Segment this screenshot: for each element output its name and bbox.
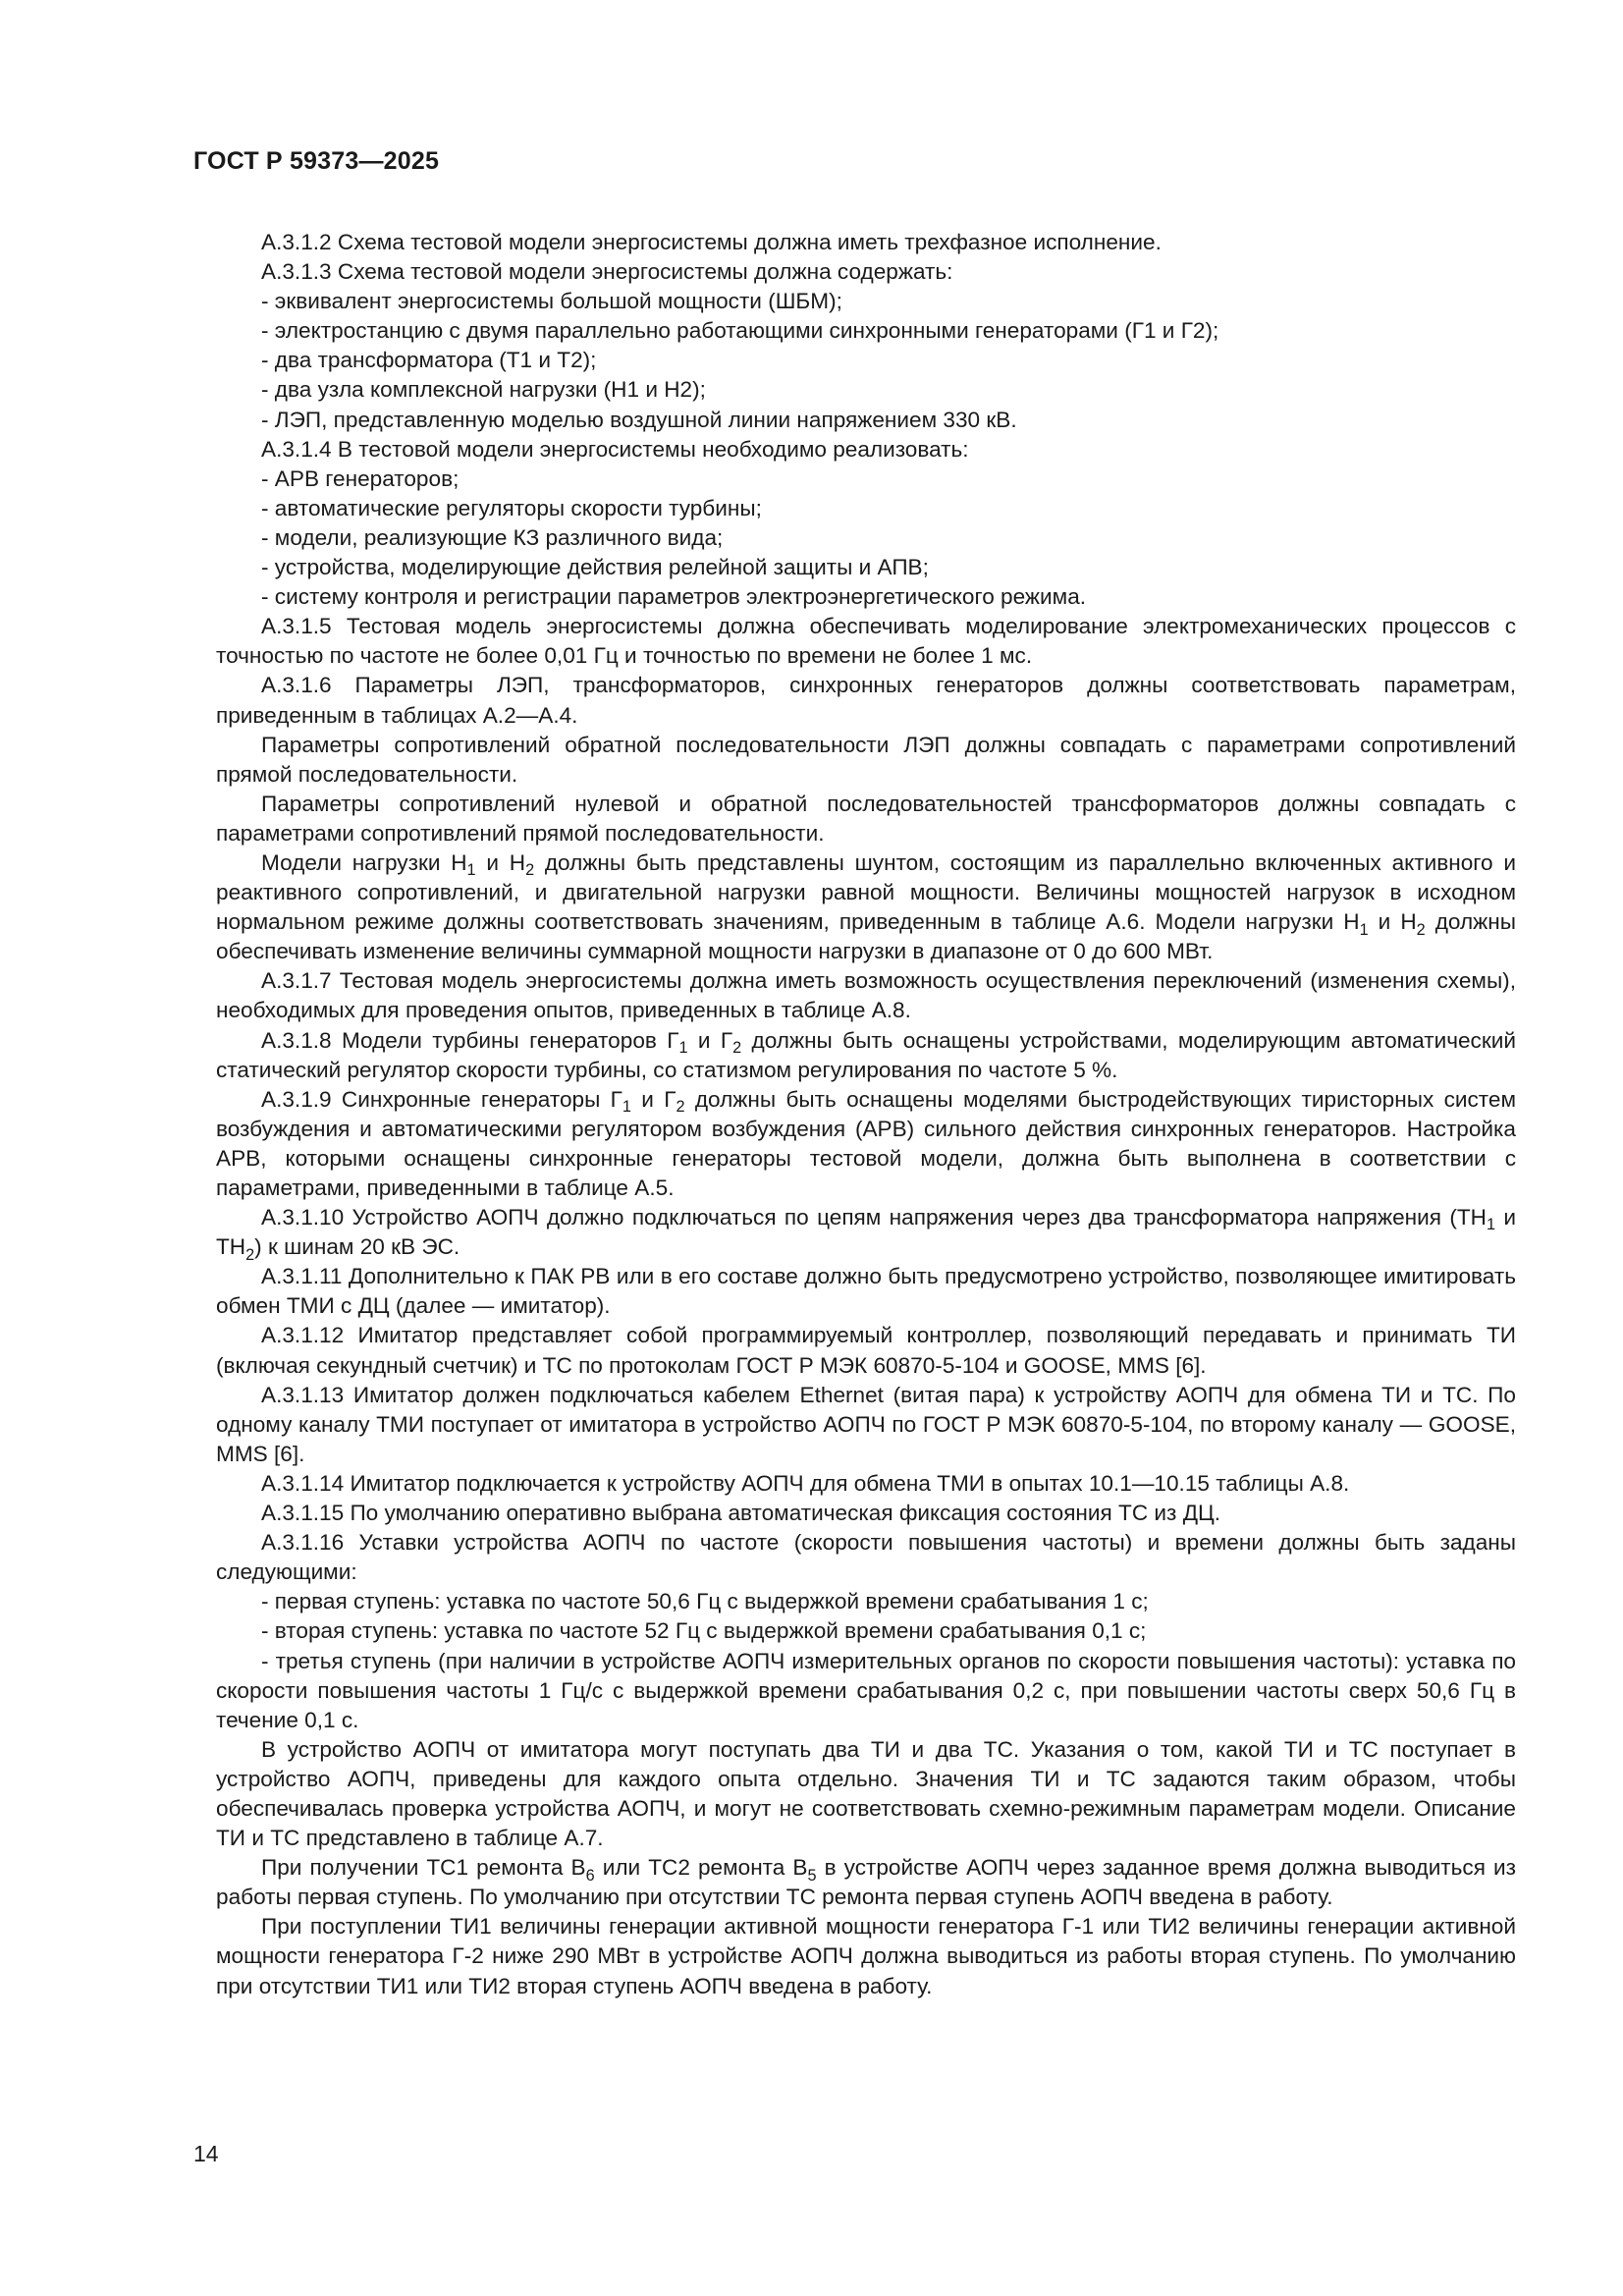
paragraph <box>216 1853 1516 1912</box>
paragraph <box>216 1026 1516 1085</box>
subscript: 2 <box>245 1245 255 1264</box>
paragraph: А.3.1.6 Параметры ЛЭП, трансформаторов, синхронных генераторов должны соответствовать параметрам, приведенным в таблицах А.2—А.4. <box>216 673 1516 728</box>
paragraph-text: ) к шинам 20 кВ ЭС. <box>254 1234 460 1260</box>
paragraph: А.3.1.11 Дополнительно к ПАК РВ или в его составе должно быть предусмотрено устройство, позволяющее имитировать обмен ТМИ с ДЦ (далее — имитатор). <box>216 1264 1516 1319</box>
paragraph-text: должны быть представлены шунтом, состоящим из параллельно включенных активного и реактивного сопротивлений, и двигательной нагрузки равной мощности. Величины мощностей нагрузок в исходном нормальном режиме должны соответствовать значениям, приведенным в таблице А.6. Модели нагрузки Н <box>216 849 1517 935</box>
paragraph-text: А.3.1.8 Модели турбины генераторов Г <box>261 1027 679 1053</box>
paragraph <box>216 1085 1516 1203</box>
paragraph: - электростанцию с двумя параллельно работающими синхронными генераторами (Г1 и Г2); <box>261 318 1219 344</box>
paragraph-text: и Н <box>1368 909 1417 935</box>
paragraph: - два узла комплексной нагрузки (Н1 и Н2); <box>261 377 706 403</box>
document-body <box>216 228 1516 2001</box>
paragraph <box>216 1203 1516 1262</box>
paragraph: В устройство АОПЧ от имитатора могут поступать два ТИ и два ТС. Указания о том, какой ТИ и ТС поступает в устройство АОПЧ, приведены для каждого опыта отдельно. Значения ТИ и ТС задаются таким образом, чтобы обеспечивалась проверка устройства АОПЧ, и могут не соответствовать схемно-режимным параметрам модели. Описание ТИ и ТС представлено в таблице А.7. <box>216 1736 1516 1851</box>
paragraph: - ЛЭП, представленную моделью воздушной линии напряжением 330 кВ. <box>261 407 1017 432</box>
subscript: 1 <box>466 861 476 880</box>
paragraph: - автоматические регуляторы скорости турбины; <box>261 495 762 520</box>
subscript: 5 <box>807 1866 817 1885</box>
paragraph: А.3.1.7 Тестовая модель энергосистемы должна иметь возможность осуществления переключений (изменения схемы), необходимых для проведения опытов, приведенных в таблице А.8. <box>216 968 1516 1023</box>
paragraph: А.3.1.4 В тестовой модели энергосистемы необходимо реализовать: <box>261 436 969 462</box>
paragraph-text: и ТН <box>216 1205 1516 1260</box>
paragraph-text: и Н <box>475 849 526 875</box>
paragraph: А.3.1.14 Имитатор подключается к устройству АОПЧ для обмена ТМИ в опытах 10.1—10.15 таблицы А.8. <box>261 1470 1350 1496</box>
page-number: 14 <box>193 2141 219 2166</box>
paragraph-text: или ТС2 ремонта В <box>594 1855 808 1881</box>
paragraph: - эквивалент энергосистемы большой мощности (ШБМ); <box>261 289 842 314</box>
paragraph: А.3.1.16 Уставки устройства АОПЧ по частоте (скорости повышения частоты) и времени должны быть заданы следующими: <box>216 1530 1516 1585</box>
paragraph: Параметры сопротивлений обратной последовательности ЛЭП должны совпадать с параметрами сопротивлений прямой последовательности. <box>216 732 1516 787</box>
paragraph-text: должны быть оснащены моделями быстродействующих тиристорных систем возбуждения и автоматическими регулятором возбуждения (АРВ) сильного действия синхронных генераторов. Настройка АРВ, которыми оснащены синхронные генераторы тестовой модели, должна быть выполнена в соответствии с параметрами, приведенными в таблице А.5. <box>216 1086 1516 1200</box>
subscript: 2 <box>525 861 535 880</box>
paragraph: А.3.1.13 Имитатор должен подключаться кабелем Ethernet (витая пара) к устройству АОПЧ для обмена ТИ и ТС. По одному каналу ТМИ поступает от имитатора в устройство АОПЧ по ГОСТ Р МЭК 60870-5-104, по второму каналу — GOOSE, MMS [6]. <box>216 1382 1516 1466</box>
paragraph: А.3.1.5 Тестовая модель энергосистемы должна обеспечивать моделирование электромеханических процессов с точностью по частоте не более 0,01 Гц и точностью по времени не более 1 мс. <box>216 614 1516 669</box>
document-code-header: ГОСТ Р 59373—2025 <box>193 147 440 175</box>
paragraph: - два трансформатора (Т1 и Т2); <box>261 348 597 373</box>
subscript: 2 <box>1416 920 1426 939</box>
paragraph-text: и Г <box>687 1027 733 1053</box>
paragraph-text: должны быть оснащены устройствами, моделирующим автоматический статический регулятор скорости турбины, со статизмом регулирования по частоте 5 %. <box>216 1027 1516 1082</box>
paragraph: - модели, реализующие КЗ различного вида; <box>261 524 724 550</box>
subscript: 6 <box>585 1866 595 1885</box>
subscript: 1 <box>678 1038 688 1057</box>
paragraph: - устройства, моделирующие действия релейной защиты и АПВ; <box>261 555 929 580</box>
paragraph-text: в устройстве АОПЧ через заданное время должна выводиться из работы первая ступень. По умолчанию при отсутствии ТС ремонта первая ступень АОПЧ введена в работу. <box>216 1855 1517 1910</box>
paragraph <box>216 848 1516 966</box>
paragraph-text: должны обеспечивать изменение величины суммарной мощности нагрузки в диапазоне от 0 до 600 МВт. <box>216 909 1517 964</box>
paragraph: А.3.1.15 По умолчанию оперативно выбрана автоматическая фиксация состояния ТС из ДЦ. <box>261 1501 1220 1526</box>
paragraph: - систему контроля и регистрации параметров электроэнергетического режима. <box>261 584 1087 610</box>
subscript: 1 <box>1359 920 1369 939</box>
paragraph: Параметры сопротивлений нулевой и обратной последовательностей трансформаторов должны совпадать с параметрами сопротивлений прямой последовательности. <box>216 791 1516 846</box>
paragraph: - первая ступень: уставка по частоте 50,6 Гц с выдержкой времени срабатывания 1 с; <box>261 1589 1149 1614</box>
paragraph-text: А.3.1.9 Синхронные генераторы Г <box>261 1086 622 1112</box>
subscript: 1 <box>622 1098 631 1117</box>
paragraph: А.3.1.12 Имитатор представляет собой программируемый контроллер, позволяющий передавать и принимать ТИ (включая секундный счетчик) и ТС по протоколам ГОСТ Р МЭК 60870-5-104 и GOOSE, MMS [6]. <box>216 1323 1516 1378</box>
subscript: 2 <box>676 1098 685 1117</box>
paragraph: При поступлении ТИ1 величины генерации активной мощности генератора Г-1 или ТИ2 величины генерации активной мощности генератора Г-2 ниже 290 МВт в устройстве АОПЧ должна выводиться из работы вторая ступень. По умолчанию при отсутствии ТИ1 или ТИ2 вторая ступень АОПЧ введена в работу. <box>216 1914 1516 1998</box>
paragraph-text: А.3.1.10 Устройство АОПЧ должно подключаться по цепям напряжения через два трансформатора напряжения (ТН <box>261 1205 1487 1230</box>
paragraph: - третья ступень (при наличии в устройстве АОПЧ измерительных органов по скорости повышения частоты): уставка по скорости повышения частоты 1 Гц/с с выдержкой времени срабатывания 0,2 с, при повышении частоты сверх 50,6 Гц в течение 0,1 с. <box>216 1648 1516 1732</box>
paragraph: - вторая ступень: уставка по частоте 52 Гц с выдержкой времени срабатывания 0,1 с; <box>261 1618 1147 1644</box>
paragraph-text: При получении ТС1 ремонта В <box>261 1855 586 1881</box>
subscript: 1 <box>1486 1216 1496 1234</box>
paragraph-text: и Г <box>630 1086 676 1112</box>
paragraph-text: Модели нагрузки Н <box>261 849 467 875</box>
subscript: 2 <box>732 1038 742 1057</box>
paragraph: - АРВ генераторов; <box>261 465 460 491</box>
paragraph: А.3.1.3 Схема тестовой модели энергосистемы должна содержать: <box>261 259 953 285</box>
paragraph: А.3.1.2 Схема тестовой модели энергосистемы должна иметь трехфазное исполнение. <box>261 230 1162 254</box>
